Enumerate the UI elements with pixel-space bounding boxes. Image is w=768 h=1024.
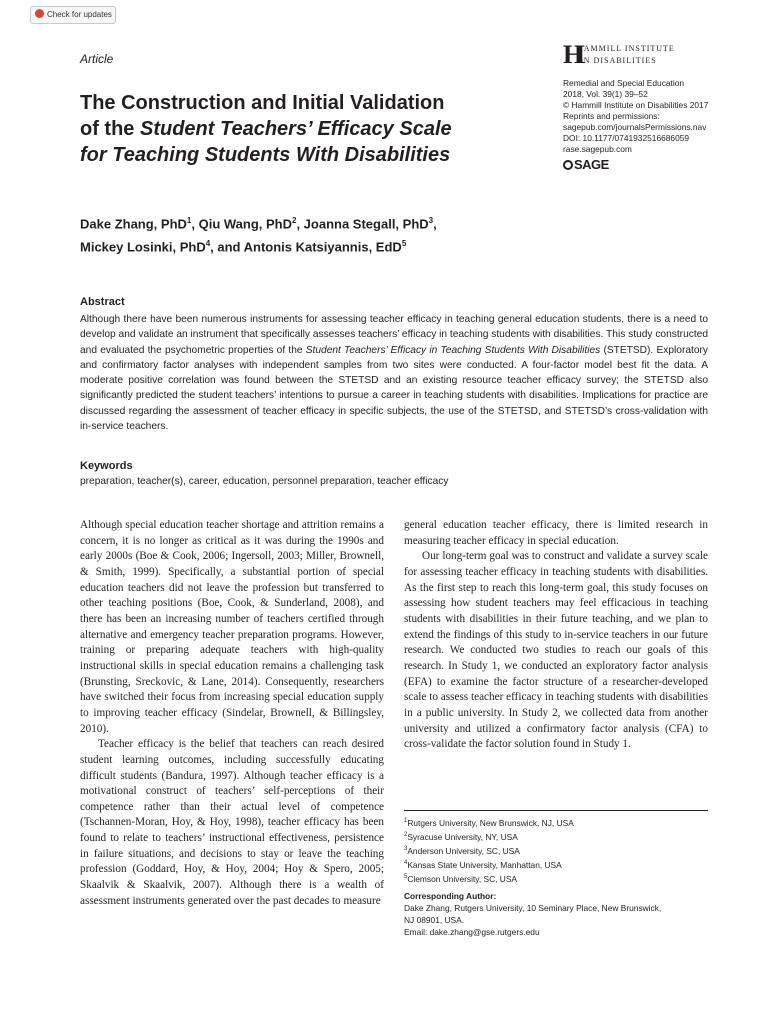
author-2: , Qiu Wang, PhD: [191, 216, 292, 232]
journal-doi[interactable]: DOI: 10.1177/0741932516686059: [563, 133, 690, 143]
corresponding-author: [404, 890, 714, 938]
body-column-left: [80, 518, 384, 909]
affiliation-text: Anderson University, SC, USA: [407, 845, 520, 856]
author-1: Dake Zhang, PhD: [80, 216, 187, 232]
author-2-affil: 2: [292, 216, 297, 225]
title-line-3: for Teaching Students With Disabilities: [80, 144, 451, 166]
affiliation-list: [404, 815, 708, 884]
abstract-text-part-2: (STETSD). Exploratory and confirmatory factor analyses with independent samples from two sites were conducted. A four-factor model best fit the data. A moderate positive correlation was found between the STETSD and an existing resource teacher efficacy survey; the STETSD also significantly predicted the student teachers’ intentions to pursue a career in teaching students with disabilities. Implications for practice are discussed regarding the assessment of teacher efficacy in specific subjects, the use of the STETSD, and STETSD’s cross-validation with in-service teachers.: [80, 344, 708, 433]
title-line-1: The Construction and Initial Validation: [80, 92, 445, 114]
affiliation-number: 1: [404, 818, 408, 824]
affiliation-text: Syracuse University, NY, USA: [407, 831, 518, 842]
author-4-affil: 4: [205, 239, 211, 249]
affiliation-number: 4: [404, 859, 408, 866]
author-3-affil: 3: [428, 216, 434, 225]
footnote-divider: [404, 810, 708, 811]
update-icon: [35, 9, 44, 18]
body-paragraph: Although special education teacher shortage and attrition remains a concern, it is no longer as critical as it was during the 1990s and early 2000s (Boe & Cook, 2006; Ingersoll, 2003; Miller, Brownell, & Smith, 1999). Specifically, a substantial portion of special education teachers did not leave the profession but transferred to other teaching positions (Boe, Cook, & Sunderland, 2008), and there has been an increasing number of teachers certified through alternative and emergency teacher preparation programs. However, training or preparing adequate teachers with high-quality instructional skills in special education remains a challenging task (Brunsting, Sreckovic, & Lane, 2014). Consequently, researchers have switched their focus from increasing special education supply to improving teacher efficacy (Sindelar, Brownell, & Billingsley, 2010).: [80, 519, 384, 735]
publisher-logo-line-1: HAMMILL INSTITUTE: [577, 44, 675, 53]
author-separator: ,: [433, 216, 437, 232]
journal-name: Remedial and Special Education: [563, 78, 685, 88]
affiliation-item: [404, 871, 708, 885]
title-line-2: of the: [80, 118, 140, 140]
corresponding-author-email[interactable]: Email: dake.zhang@gse.rutgers.edu: [404, 927, 540, 937]
abstract-text: [80, 312, 708, 434]
journal-meta: [563, 78, 708, 155]
article-type: Article: [80, 52, 114, 66]
author-5: , and Antonis Katsiyannis, EdD: [210, 239, 402, 255]
sage-circle-icon: [563, 160, 573, 170]
body-paragraph: Our long-term goal was to construct and validate a survey scale for assessing teacher efficacy in teaching students with disabilities. As the first step to reach this long-term goal, this study focuses on assessing how student teachers may feel efficacious in teaching students with disabilities in their future teaching, and we plan to extend the findings of this study to in-service teachers in our future research. We conducted two studies to reach our goals of this research. In Study 1, we conducted an exploratory factor analysis (EFA) to examine the factor structure of a researcher-developed scale to assess teacher efficacy in teaching students with disabilities in a public university. In Study 2, we collected data from another university and utilized a confirmatory factor analysis (CFA) to cross-validate the factor solution found in Study 1.: [404, 550, 708, 751]
affiliation-item: [404, 829, 708, 843]
journal-reprints: Reprints and permissions:: [563, 111, 660, 121]
publisher-logo-line-2: ON DISABILITIES: [577, 56, 657, 65]
author-4: Mickey Losinki, PhD: [80, 239, 206, 255]
affiliation-item: [404, 815, 708, 829]
affiliation-number: 2: [404, 831, 408, 838]
affiliation-number: 5: [404, 873, 408, 880]
check-for-updates-label: Check for updates: [47, 10, 112, 19]
author-5-affil: 5: [401, 239, 407, 249]
corresponding-author-address-2: NJ 08901, USA.: [404, 915, 465, 925]
journal-site-link[interactable]: rase.sagepub.com: [563, 144, 632, 154]
affiliation-text: Rutgers University, New Brunswick, NJ, USA: [407, 817, 574, 828]
affiliation-item: [404, 857, 708, 871]
author-3: , Joanna Stegall, PhD: [296, 216, 429, 232]
title-line-2-italic: Student Teachers’ Efficacy Scale: [140, 118, 452, 140]
corresponding-author-heading: Corresponding Author:: [404, 891, 497, 901]
keywords-heading: Keywords: [80, 460, 133, 472]
affiliation-text: Kansas State University, Manhattan, USA: [407, 859, 562, 870]
abstract-scale-name: Student Teachers’ Efficacy in Teaching Students With Disabilities: [305, 344, 601, 356]
abstract-text-part-1: Although there have been numerous instruments for assessing teacher efficacy in teaching general education students, there is a need to develop and validate an instrument that specifically assesses teachers’ efficacy in teaching students with disabilities. This study constructed and evaluated the psychometric properties of the: [80, 314, 708, 356]
body-column-right: [404, 518, 708, 753]
affiliation-item: [404, 843, 708, 857]
body-paragraph: general education teacher efficacy, there is limited research in measuring teacher efficacy in special education.: [404, 519, 708, 547]
sage-logo: [563, 157, 609, 172]
sage-logo-text: SAGE: [574, 157, 609, 172]
affiliation-text: Clemson University, SC, USA: [407, 873, 518, 884]
corresponding-author-address-1: Dake Zhang, Rutgers University, 10 Seminary Place, New Brunswick,: [404, 903, 662, 913]
check-for-updates-badge[interactable]: [30, 6, 116, 24]
abstract-heading: Abstract: [80, 296, 125, 308]
journal-volume: 2018, Vol. 39(1) 39–52: [563, 89, 648, 99]
keywords-text: preparation, teacher(s), career, education, personnel preparation, teacher efficacy: [80, 476, 449, 487]
author-list: [80, 211, 540, 258]
journal-copyright: © Hammill Institute on Disabilities 2017: [563, 100, 709, 110]
publisher-logo-mark: HI: [563, 40, 578, 69]
body-paragraph: Teacher efficacy is the belief that teachers can reach desired student learning outcomes, including successfully educating difficult students (Bandura, 1997). Although teacher efficacy is a motivational construct of teachers’ self-perceptions of their competence rather than their actual level of competence (Tschannen-Moran, Hoy, & Hoy, 1998), teacher efficacy has been found to relate to teachers’ instructional effectiveness, persistence in failure situations, and decisions to stay or leave the teaching profession (Goddard, Hoy, & Hoy, 2004; Hoy & Spero, 2005; Skaalvik & Skaalvik, 2007). Although there is a wealth of assessment instruments generated over the past decades to measure: [80, 738, 384, 907]
affiliation-number: 3: [404, 845, 408, 852]
author-1-affil: 1: [186, 216, 192, 225]
article-title: [80, 90, 550, 168]
journal-permissions-link[interactable]: sagepub.com/journalsPermissions.nav: [563, 122, 707, 132]
